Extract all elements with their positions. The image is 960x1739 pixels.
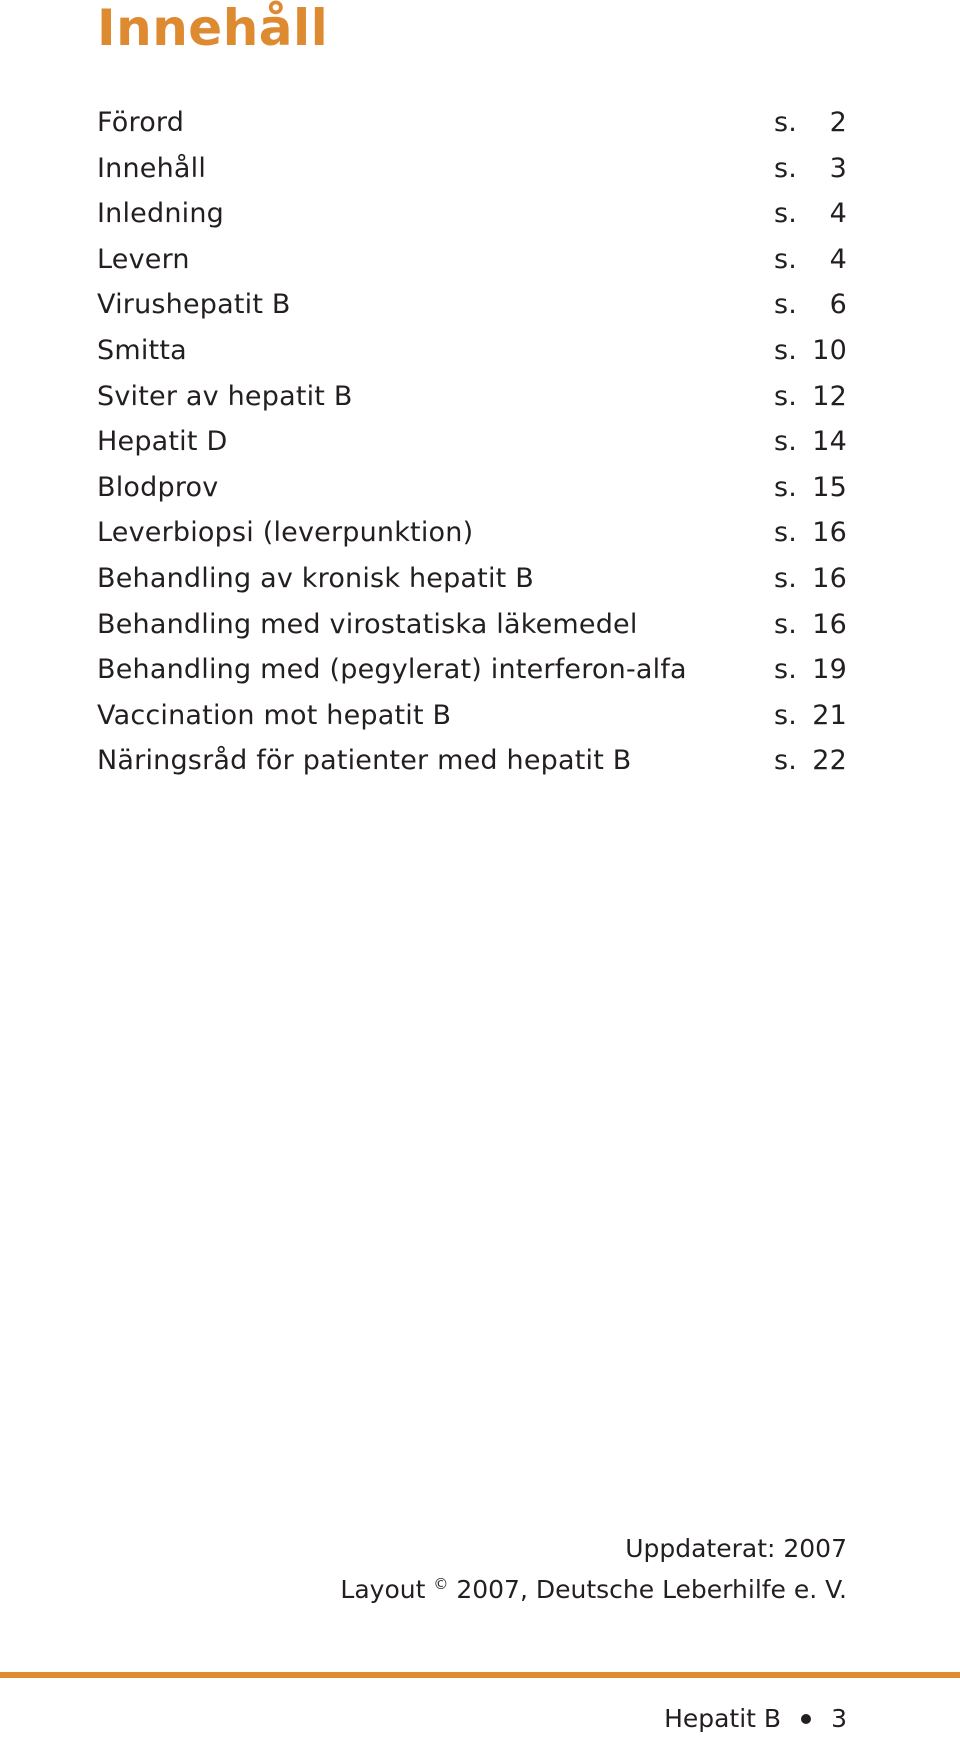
toc-entry-label: Sviter av hepatit B xyxy=(97,380,353,412)
toc-entry-page xyxy=(774,282,847,328)
toc-page-number: 16 xyxy=(812,608,847,640)
toc-entry xyxy=(97,282,847,328)
toc-page-prefix: s. xyxy=(774,699,798,731)
toc-entry-page xyxy=(774,328,847,374)
toc-entry-label: Vaccination mot hepatit B xyxy=(97,699,452,731)
toc-entry xyxy=(97,419,847,465)
toc-page-number: 12 xyxy=(812,380,847,412)
toc-page-number: 16 xyxy=(812,517,847,549)
toc-entry-label: Virushepatit B xyxy=(97,289,291,321)
toc-page-prefix: s. xyxy=(774,654,798,686)
toc-page-prefix: s. xyxy=(774,107,798,138)
table-of-contents xyxy=(97,100,847,784)
toc-page-number: 21 xyxy=(812,699,847,731)
layout-prefix: Layout xyxy=(340,1575,426,1604)
toc-page-number: 14 xyxy=(812,426,847,458)
layout-credit xyxy=(340,1569,847,1614)
toc-entry-label: Inledning xyxy=(97,198,224,230)
toc-entry-page xyxy=(774,419,847,465)
toc-entry xyxy=(97,191,847,237)
toc-entry xyxy=(97,602,847,648)
toc-entry-page xyxy=(774,738,847,784)
toc-entry-label: Näringsråd för patienter med hepatit B xyxy=(97,745,632,777)
toc-entry-page xyxy=(774,510,847,556)
footer-divider xyxy=(0,1672,960,1678)
toc-page-prefix: s. xyxy=(774,334,798,366)
bullet-separator-icon xyxy=(801,1714,811,1724)
toc-entry xyxy=(97,328,847,374)
toc-page-number: 4 xyxy=(829,198,847,230)
toc-page-number: 10 xyxy=(812,334,847,366)
page-title: Innehåll xyxy=(97,0,329,57)
toc-page-number: 19 xyxy=(812,654,847,686)
toc-entry-page xyxy=(774,602,847,648)
toc-entry xyxy=(97,647,847,693)
toc-entry-label: Förord xyxy=(97,107,185,138)
toc-entry-label: Leverbiopsi (leverpunktion) xyxy=(97,517,474,549)
toc-entry-label: Smitta xyxy=(97,334,187,366)
toc-entry xyxy=(97,693,847,739)
toc-page-number: 3 xyxy=(829,152,847,184)
toc-entry-page xyxy=(774,465,847,511)
page-footer xyxy=(664,1702,847,1736)
toc-entry-label: Blodprov xyxy=(97,471,219,503)
toc-entry-label: Behandling med virostatiska läkemedel xyxy=(97,608,638,640)
copyright-symbol: © xyxy=(433,1575,449,1593)
toc-page-number: 15 xyxy=(812,471,847,503)
toc-entry xyxy=(97,556,847,602)
toc-entry-page xyxy=(774,556,847,602)
toc-page-prefix: s. xyxy=(774,243,798,275)
toc-entry-page xyxy=(774,100,847,146)
toc-entry-page xyxy=(774,374,847,420)
toc-entry xyxy=(97,100,847,146)
toc-page-number: 22 xyxy=(812,745,847,777)
page-number: 3 xyxy=(831,1704,847,1733)
toc-entry-label: Levern xyxy=(97,243,190,275)
toc-page-prefix: s. xyxy=(774,562,798,594)
toc-page-prefix: s. xyxy=(774,471,798,503)
toc-page-prefix: s. xyxy=(774,380,798,412)
toc-entry xyxy=(97,510,847,556)
toc-entry-label: Innehåll xyxy=(97,152,207,184)
toc-entry xyxy=(97,374,847,420)
toc-page-prefix: s. xyxy=(774,517,798,549)
toc-entry xyxy=(97,465,847,511)
toc-entry-page xyxy=(774,647,847,693)
updated-date: Uppdaterat: 2007 xyxy=(625,1534,847,1563)
layout-suffix: 2007, Deutsche Leberhilfe e. V. xyxy=(456,1575,847,1604)
toc-entry-label: Behandling av kronisk hepatit B xyxy=(97,562,534,594)
toc-entry-label: Hepatit D xyxy=(97,426,228,458)
toc-page-number: 4 xyxy=(829,243,847,275)
toc-page-number: 6 xyxy=(829,289,847,321)
toc-page-prefix: s. xyxy=(774,426,798,458)
publication-info xyxy=(340,1528,847,1614)
toc-entry-page xyxy=(774,191,847,237)
toc-page-prefix: s. xyxy=(774,198,798,230)
toc-page-number: 2 xyxy=(829,107,847,138)
toc-page-prefix: s. xyxy=(774,152,798,184)
toc-page-number: 16 xyxy=(812,562,847,594)
toc-entry xyxy=(97,237,847,283)
toc-entry-page xyxy=(774,693,847,739)
toc-page-prefix: s. xyxy=(774,745,798,777)
publication-name: Hepatit B xyxy=(664,1704,782,1733)
toc-entry-label: Behandling med (pegylerat) interferon-alfa xyxy=(97,654,687,686)
toc-entry-page xyxy=(774,237,847,283)
toc-entry-page xyxy=(774,146,847,192)
toc-entry xyxy=(97,146,847,192)
toc-page-prefix: s. xyxy=(774,608,798,640)
toc-entry xyxy=(97,738,847,784)
toc-page-prefix: s. xyxy=(774,289,798,321)
